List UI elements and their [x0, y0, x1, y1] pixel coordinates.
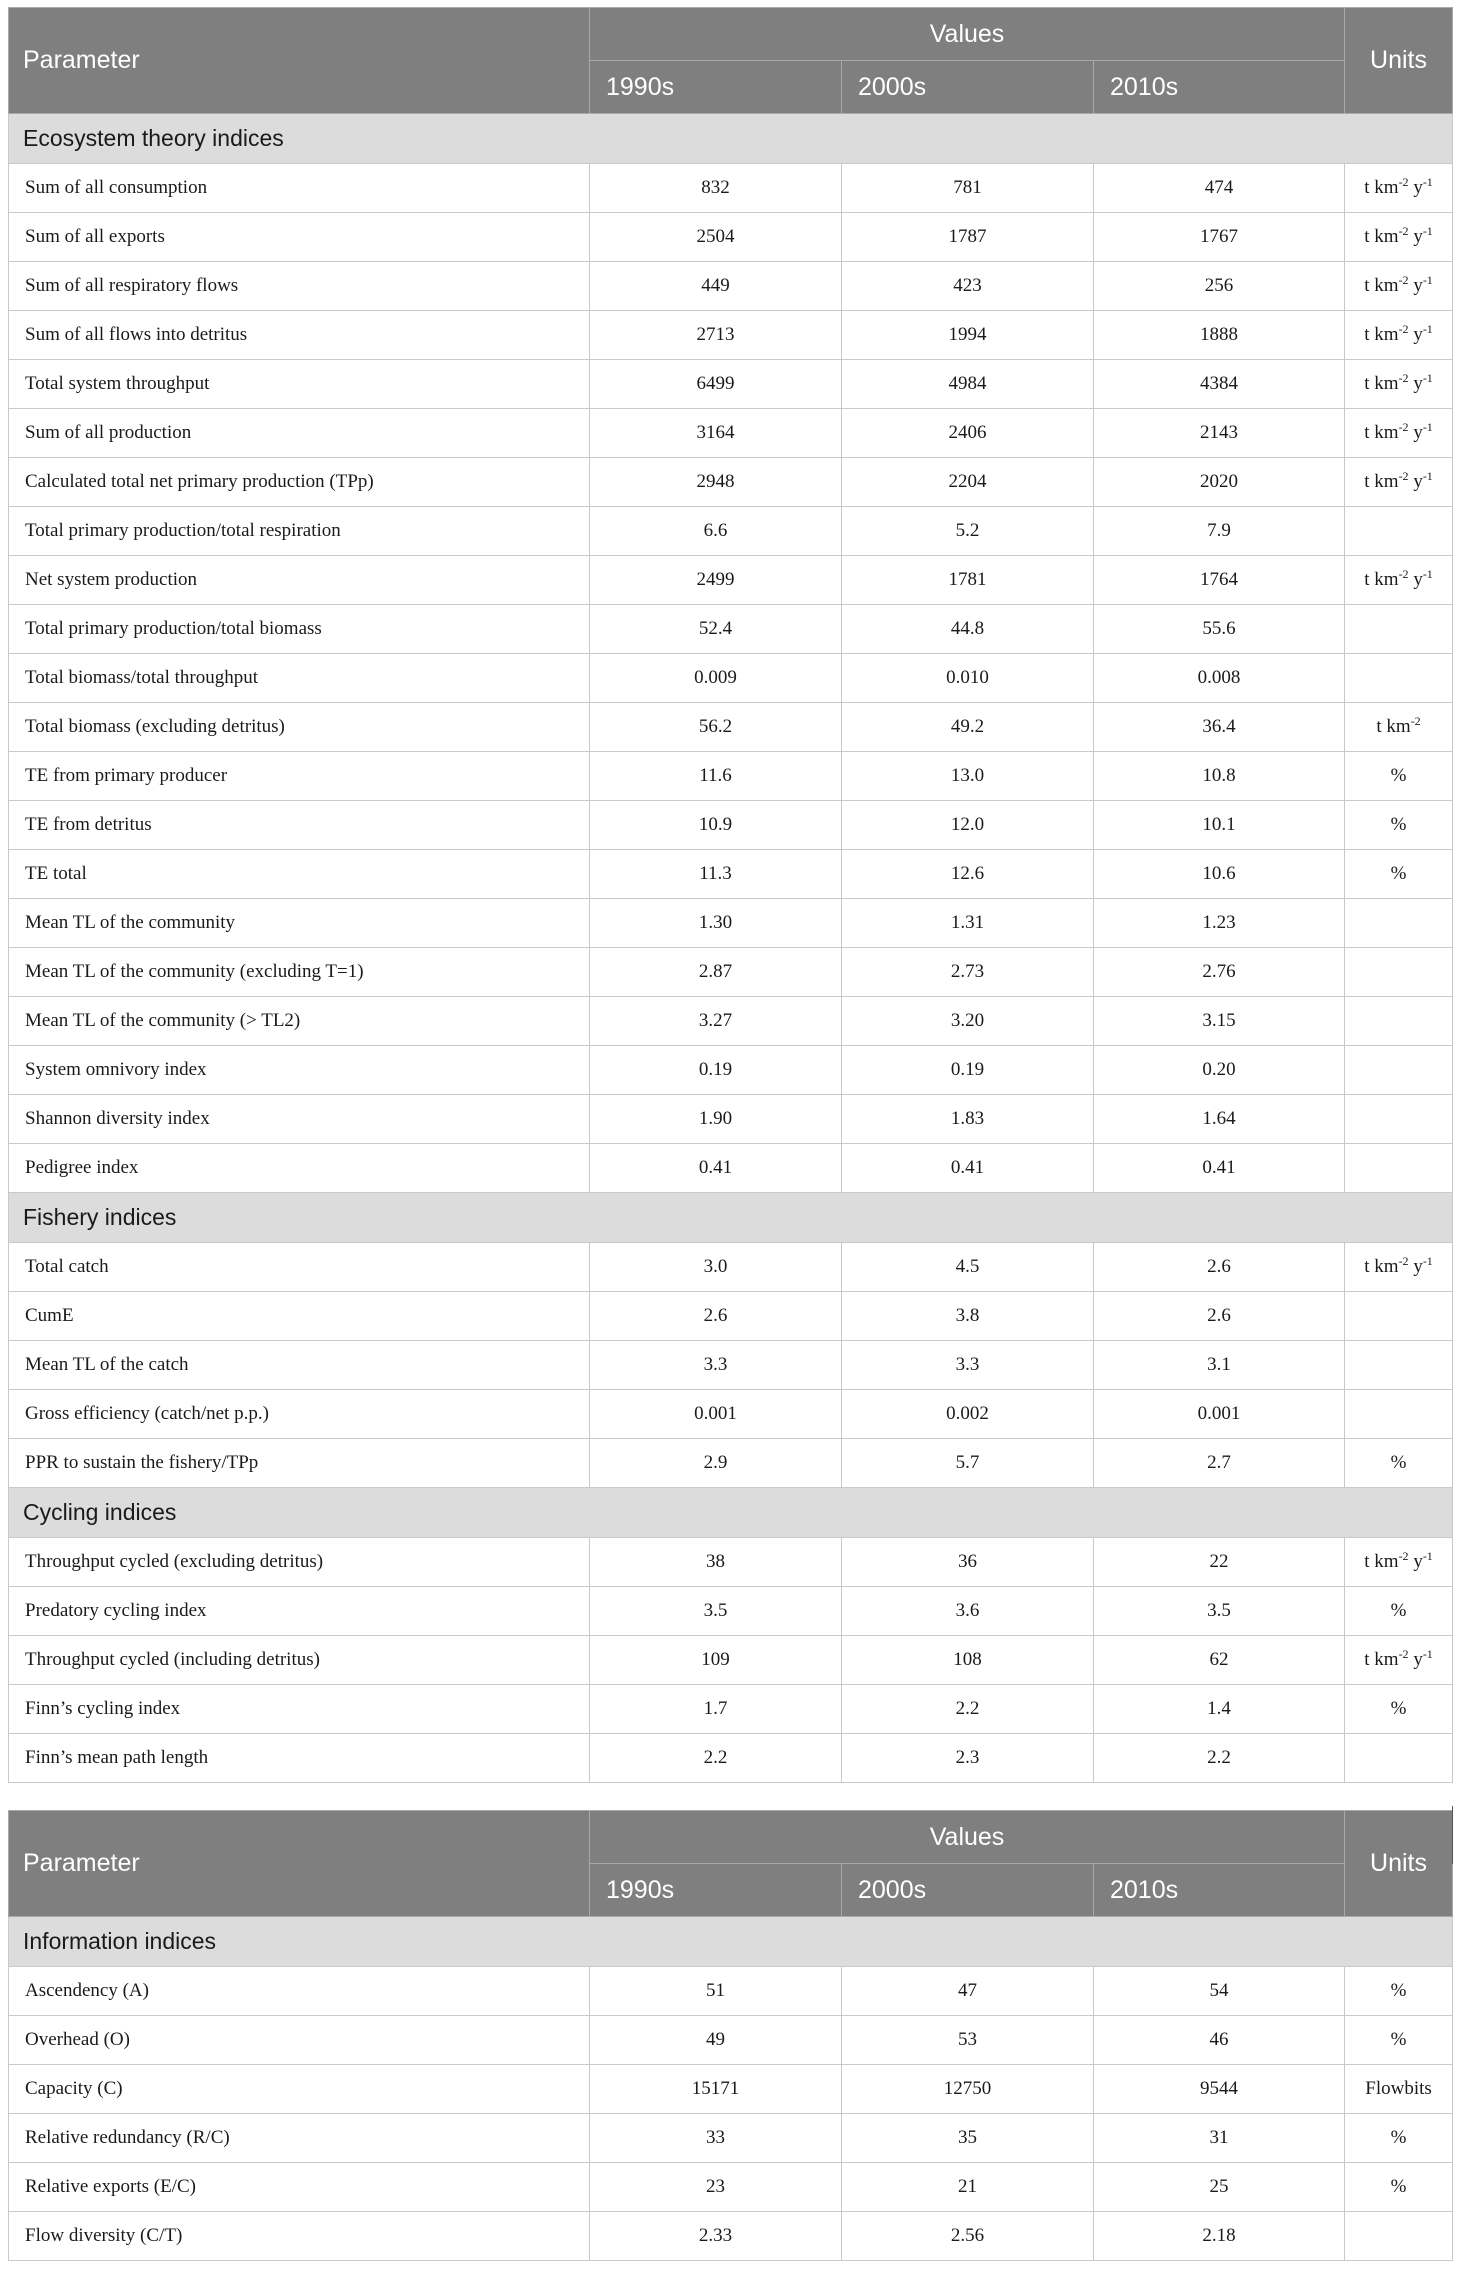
unit-cell [1345, 213, 1453, 262]
unit-time: y [1408, 275, 1423, 296]
parameter-cell: Total primary production/total biomass [9, 605, 590, 654]
value-cell: 11.3 [590, 850, 842, 899]
unit-base: t km [1364, 226, 1399, 247]
unit-cell [1345, 1292, 1453, 1341]
unit-exponent: -1 [1422, 420, 1433, 434]
value-cell: 423 [842, 262, 1094, 311]
year-header: 2010s [1094, 1864, 1345, 1917]
value-cell: 31 [1094, 2114, 1345, 2163]
unit-cell [1345, 556, 1453, 605]
unit-time: y [1408, 1551, 1423, 1572]
value-cell: 2.7 [1094, 1439, 1345, 1488]
table-row [9, 1967, 1453, 2016]
parameter-cell: Sum of all flows into detritus [9, 311, 590, 360]
unit-cell [1345, 1341, 1453, 1390]
value-cell: 2.3 [842, 1734, 1094, 1783]
year-header: 2000s [842, 61, 1094, 114]
unit-cell [1345, 262, 1453, 311]
value-cell: 46 [1094, 2016, 1345, 2065]
values-header: Values [590, 1811, 1345, 1864]
unit-base: t km [1364, 422, 1399, 443]
value-cell: 13.0 [842, 752, 1094, 801]
unit-exponent: -1 [1422, 273, 1433, 287]
parameter-cell: Shannon diversity index [9, 1095, 590, 1144]
section-row [9, 114, 1453, 164]
unit-exponent: -1 [1422, 567, 1433, 581]
value-cell: 21 [842, 2163, 1094, 2212]
table-row [9, 1095, 1453, 1144]
table-row [9, 1144, 1453, 1193]
unit-cell [1345, 948, 1453, 997]
value-cell: 10.8 [1094, 752, 1345, 801]
unit-base: t km [1364, 324, 1399, 345]
value-cell: 1.83 [842, 1095, 1094, 1144]
unit-time: y [1408, 226, 1423, 247]
unit-base: t km [1364, 471, 1399, 492]
unit-cell [1345, 1095, 1453, 1144]
value-cell: 832 [590, 164, 842, 213]
value-cell: 0.001 [590, 1390, 842, 1439]
table-row [9, 948, 1453, 997]
unit-cell [1345, 703, 1453, 752]
table-row [9, 752, 1453, 801]
value-cell: 1781 [842, 556, 1094, 605]
table-row [9, 409, 1453, 458]
value-cell: 2.2 [1094, 1734, 1345, 1783]
section-title: Information indices [9, 1917, 1453, 1967]
unit-exponent: -1 [1422, 1549, 1433, 1563]
unit-base: t km [1364, 373, 1399, 394]
table-row [9, 2016, 1453, 2065]
table-row [9, 311, 1453, 360]
parameter-cell: Total biomass (excluding detritus) [9, 703, 590, 752]
table-row [9, 360, 1453, 409]
parameter-cell: Throughput cycled (including detritus) [9, 1636, 590, 1685]
value-cell: 2.76 [1094, 948, 1345, 997]
value-cell: 0.19 [590, 1046, 842, 1095]
value-cell: 2.2 [590, 1734, 842, 1783]
value-cell: 1994 [842, 311, 1094, 360]
value-cell: 44.8 [842, 605, 1094, 654]
parameter-cell: Mean TL of the community [9, 899, 590, 948]
unit-cell [1345, 507, 1453, 556]
parameter-cell: PPR to sustain the fishery/TPp [9, 1439, 590, 1488]
value-cell: 3.15 [1094, 997, 1345, 1046]
value-cell: 6499 [590, 360, 842, 409]
value-cell: 2499 [590, 556, 842, 605]
unit-cell: % [1345, 850, 1453, 899]
value-cell: 1787 [842, 213, 1094, 262]
unit-base: t km [1364, 1649, 1399, 1670]
value-cell: 1.23 [1094, 899, 1345, 948]
values-header: Values [590, 8, 1345, 61]
value-cell: 1.7 [590, 1685, 842, 1734]
value-cell: 474 [1094, 164, 1345, 213]
unit-exponent: -1 [1422, 175, 1433, 189]
table-row [9, 2065, 1453, 2114]
parameter-cell: Calculated total net primary production (TPp) [9, 458, 590, 507]
unit-cell [1345, 164, 1453, 213]
value-cell: 2020 [1094, 458, 1345, 507]
value-cell: 47 [842, 1967, 1094, 2016]
units-header: Units [1345, 8, 1453, 114]
value-cell: 35 [842, 2114, 1094, 2163]
unit-exponent: -2 [1398, 224, 1409, 238]
unit-exponent: -2 [1398, 1254, 1409, 1268]
value-cell: 2948 [590, 458, 842, 507]
section-row [9, 1488, 1453, 1538]
parameter-cell: Sum of all respiratory flows [9, 262, 590, 311]
value-cell: 3.3 [590, 1341, 842, 1390]
unit-cell: % [1345, 1967, 1453, 2016]
value-cell: 7.9 [1094, 507, 1345, 556]
table-row [9, 1046, 1453, 1095]
parameter-cell: Pedigree index [9, 1144, 590, 1193]
section-title: Cycling indices [9, 1488, 1453, 1538]
unit-cell [1345, 2212, 1453, 2261]
parameter-cell: TE from primary producer [9, 752, 590, 801]
value-cell: 781 [842, 164, 1094, 213]
value-cell: 10.9 [590, 801, 842, 850]
value-cell: 2.6 [1094, 1292, 1345, 1341]
unit-exponent: -1 [1422, 371, 1433, 385]
indices-table [8, 7, 1453, 1783]
value-cell: 0.41 [842, 1144, 1094, 1193]
value-cell: 2.6 [590, 1292, 842, 1341]
value-cell: 3.1 [1094, 1341, 1345, 1390]
value-cell: 33 [590, 2114, 842, 2163]
year-header: 1990s [590, 61, 842, 114]
value-cell: 0.41 [590, 1144, 842, 1193]
value-cell: 2143 [1094, 409, 1345, 458]
value-cell: 3.0 [590, 1243, 842, 1292]
value-cell: 53 [842, 2016, 1094, 2065]
parameter-cell: Total system throughput [9, 360, 590, 409]
unit-exponent: -2 [1398, 420, 1409, 434]
value-cell: 3.27 [590, 997, 842, 1046]
value-cell: 51 [590, 1967, 842, 2016]
unit-base: t km [1364, 1256, 1399, 1277]
value-cell: 36 [842, 1538, 1094, 1587]
unit-exponent: -2 [1398, 273, 1409, 287]
parameter-cell: TE total [9, 850, 590, 899]
value-cell: 0.001 [1094, 1390, 1345, 1439]
table-row [9, 1636, 1453, 1685]
parameter-cell: Total primary production/total respiration [9, 507, 590, 556]
parameter-cell: Mean TL of the community (> TL2) [9, 997, 590, 1046]
value-cell: 3164 [590, 409, 842, 458]
parameter-cell: Net system production [9, 556, 590, 605]
parameter-header: Parameter [9, 8, 590, 114]
year-header: 1990s [590, 1864, 842, 1917]
table-row [9, 1734, 1453, 1783]
value-cell: 2.73 [842, 948, 1094, 997]
table-row [9, 654, 1453, 703]
value-cell: 12.0 [842, 801, 1094, 850]
value-cell: 0.008 [1094, 654, 1345, 703]
value-cell: 0.010 [842, 654, 1094, 703]
unit-cell: % [1345, 2163, 1453, 2212]
table-row [9, 507, 1453, 556]
unit-exponent: -2 [1398, 322, 1409, 336]
value-cell: 9544 [1094, 2065, 1345, 2114]
value-cell: 2.9 [590, 1439, 842, 1488]
unit-cell [1345, 605, 1453, 654]
table-row [9, 1243, 1453, 1292]
parameter-cell: Gross efficiency (catch/net p.p.) [9, 1390, 590, 1439]
value-cell: 1888 [1094, 311, 1345, 360]
unit-cell [1345, 311, 1453, 360]
parameter-cell: CumE [9, 1292, 590, 1341]
table-row [9, 2163, 1453, 2212]
table-row [9, 1341, 1453, 1390]
information-indices-table [8, 1810, 1453, 2261]
value-cell: 109 [590, 1636, 842, 1685]
parameter-cell: Sum of all exports [9, 213, 590, 262]
unit-cell [1345, 360, 1453, 409]
value-cell: 55.6 [1094, 605, 1345, 654]
table-row [9, 997, 1453, 1046]
unit-cell: % [1345, 801, 1453, 850]
unit-cell: % [1345, 1439, 1453, 1488]
unit-time: y [1408, 177, 1423, 198]
table-row [9, 262, 1453, 311]
parameter-cell: Ascendency (A) [9, 1967, 590, 2016]
unit-exponent: -1 [1422, 224, 1433, 238]
value-cell: 4984 [842, 360, 1094, 409]
unit-base: t km [1364, 1551, 1399, 1572]
unit-cell [1345, 899, 1453, 948]
value-cell: 256 [1094, 262, 1345, 311]
unit-exponent: -1 [1422, 1647, 1433, 1661]
value-cell: 3.3 [842, 1341, 1094, 1390]
value-cell: 1.30 [590, 899, 842, 948]
value-cell: 3.8 [842, 1292, 1094, 1341]
unit-time: y [1408, 471, 1423, 492]
unit-time: y [1408, 1256, 1423, 1277]
unit-cell [1345, 1636, 1453, 1685]
table-row [9, 1439, 1453, 1488]
parameter-cell: Throughput cycled (excluding detritus) [9, 1538, 590, 1587]
value-cell: 10.1 [1094, 801, 1345, 850]
table-row [9, 556, 1453, 605]
section-row [9, 1917, 1453, 1967]
value-cell: 3.5 [1094, 1587, 1345, 1636]
value-cell: 1767 [1094, 213, 1345, 262]
year-header: 2000s [842, 1864, 1094, 1917]
value-cell: 108 [842, 1636, 1094, 1685]
unit-time: y [1408, 422, 1423, 443]
value-cell: 2406 [842, 409, 1094, 458]
parameter-cell: TE from detritus [9, 801, 590, 850]
unit-time: y [1408, 1649, 1423, 1670]
parameter-cell: Relative redundancy (R/C) [9, 2114, 590, 2163]
value-cell: 4384 [1094, 360, 1345, 409]
value-cell: 0.20 [1094, 1046, 1345, 1095]
value-cell: 3.20 [842, 997, 1094, 1046]
value-cell: 2.87 [590, 948, 842, 997]
parameter-cell: Finn’s cycling index [9, 1685, 590, 1734]
value-cell: 11.6 [590, 752, 842, 801]
parameter-cell: Total catch [9, 1243, 590, 1292]
value-cell: 2204 [842, 458, 1094, 507]
table-row [9, 1390, 1453, 1439]
unit-time: y [1408, 373, 1423, 394]
section-row [9, 1193, 1453, 1243]
unit-cell [1345, 409, 1453, 458]
value-cell: 4.5 [842, 1243, 1094, 1292]
value-cell: 5.2 [842, 507, 1094, 556]
table-row [9, 899, 1453, 948]
value-cell: 1.31 [842, 899, 1094, 948]
parameter-cell: Sum of all consumption [9, 164, 590, 213]
unit-cell: Flowbits [1345, 2065, 1453, 2114]
table-row [9, 2212, 1453, 2261]
value-cell: 52.4 [590, 605, 842, 654]
table-row [9, 1292, 1453, 1341]
parameter-cell: Sum of all production [9, 409, 590, 458]
value-cell: 2.33 [590, 2212, 842, 2261]
parameter-cell: Mean TL of the community (excluding T=1) [9, 948, 590, 997]
table-row [9, 458, 1453, 507]
value-cell: 56.2 [590, 703, 842, 752]
table-row [9, 1685, 1453, 1734]
section-title: Ecosystem theory indices [9, 114, 1453, 164]
parameter-cell: Mean TL of the catch [9, 1341, 590, 1390]
table-row [9, 703, 1453, 752]
value-cell: 49 [590, 2016, 842, 2065]
table-row [9, 605, 1453, 654]
unit-exponent: -2 [1398, 1647, 1409, 1661]
unit-exponent: -2 [1398, 175, 1409, 189]
unit-cell: % [1345, 2016, 1453, 2065]
unit-cell [1345, 997, 1453, 1046]
table-row [9, 213, 1453, 262]
year-header: 2010s [1094, 61, 1345, 114]
unit-cell [1345, 458, 1453, 507]
unit-exponent: -2 [1398, 371, 1409, 385]
value-cell: 1.4 [1094, 1685, 1345, 1734]
unit-cell [1345, 654, 1453, 703]
value-cell: 54 [1094, 1967, 1345, 2016]
unit-cell: % [1345, 1685, 1453, 1734]
value-cell: 0.41 [1094, 1144, 1345, 1193]
value-cell: 0.19 [842, 1046, 1094, 1095]
table-row [9, 164, 1453, 213]
unit-exponent: -1 [1422, 322, 1433, 336]
parameter-cell: System omnivory index [9, 1046, 590, 1095]
parameter-cell: Relative exports (E/C) [9, 2163, 590, 2212]
unit-base: t km [1376, 716, 1411, 737]
table-row [9, 1587, 1453, 1636]
parameter-header: Parameter [9, 1811, 590, 1917]
parameter-cell: Predatory cycling index [9, 1587, 590, 1636]
unit-cell [1345, 1538, 1453, 1587]
units-header: Units [1345, 1811, 1453, 1917]
value-cell: 12.6 [842, 850, 1094, 899]
value-cell: 1.64 [1094, 1095, 1345, 1144]
unit-cell: % [1345, 1587, 1453, 1636]
value-cell: 25 [1094, 2163, 1345, 2212]
value-cell: 38 [590, 1538, 842, 1587]
unit-cell [1345, 1144, 1453, 1193]
value-cell: 2713 [590, 311, 842, 360]
unit-cell [1345, 1046, 1453, 1095]
unit-exponent: -2 [1398, 1549, 1409, 1563]
unit-exponent: -2 [1398, 567, 1409, 581]
unit-exponent: -2 [1410, 714, 1421, 728]
value-cell: 2.6 [1094, 1243, 1345, 1292]
unit-cell [1345, 1734, 1453, 1783]
value-cell: 3.6 [842, 1587, 1094, 1636]
unit-exponent: -2 [1398, 469, 1409, 483]
table-edge-divider [1452, 1806, 1453, 1864]
value-cell: 2504 [590, 213, 842, 262]
unit-base: t km [1364, 177, 1399, 198]
value-cell: 449 [590, 262, 842, 311]
value-cell: 36.4 [1094, 703, 1345, 752]
unit-time: y [1408, 324, 1423, 345]
value-cell: 2.18 [1094, 2212, 1345, 2261]
value-cell: 1.90 [590, 1095, 842, 1144]
table-row [9, 2114, 1453, 2163]
parameter-cell: Overhead (O) [9, 2016, 590, 2065]
value-cell: 2.56 [842, 2212, 1094, 2261]
unit-time: y [1408, 569, 1423, 590]
unit-exponent: -1 [1422, 1254, 1433, 1268]
value-cell: 49.2 [842, 703, 1094, 752]
value-cell: 1764 [1094, 556, 1345, 605]
value-cell: 2.2 [842, 1685, 1094, 1734]
unit-cell [1345, 1390, 1453, 1439]
unit-base: t km [1364, 569, 1399, 590]
value-cell: 15171 [590, 2065, 842, 2114]
table-row [9, 801, 1453, 850]
value-cell: 5.7 [842, 1439, 1094, 1488]
parameter-cell: Capacity (C) [9, 2065, 590, 2114]
parameter-cell: Finn’s mean path length [9, 1734, 590, 1783]
value-cell: 6.6 [590, 507, 842, 556]
unit-cell [1345, 1243, 1453, 1292]
section-title: Fishery indices [9, 1193, 1453, 1243]
value-cell: 10.6 [1094, 850, 1345, 899]
value-cell: 3.5 [590, 1587, 842, 1636]
parameter-cell: Total biomass/total throughput [9, 654, 590, 703]
value-cell: 23 [590, 2163, 842, 2212]
value-cell: 62 [1094, 1636, 1345, 1685]
parameter-cell: Flow diversity (C/T) [9, 2212, 590, 2261]
unit-cell: % [1345, 2114, 1453, 2163]
value-cell: 12750 [842, 2065, 1094, 2114]
value-cell: 0.009 [590, 654, 842, 703]
table-row [9, 1538, 1453, 1587]
unit-exponent: -1 [1422, 469, 1433, 483]
value-cell: 0.002 [842, 1390, 1094, 1439]
unit-base: t km [1364, 275, 1399, 296]
unit-cell: % [1345, 752, 1453, 801]
value-cell: 22 [1094, 1538, 1345, 1587]
table-row [9, 850, 1453, 899]
